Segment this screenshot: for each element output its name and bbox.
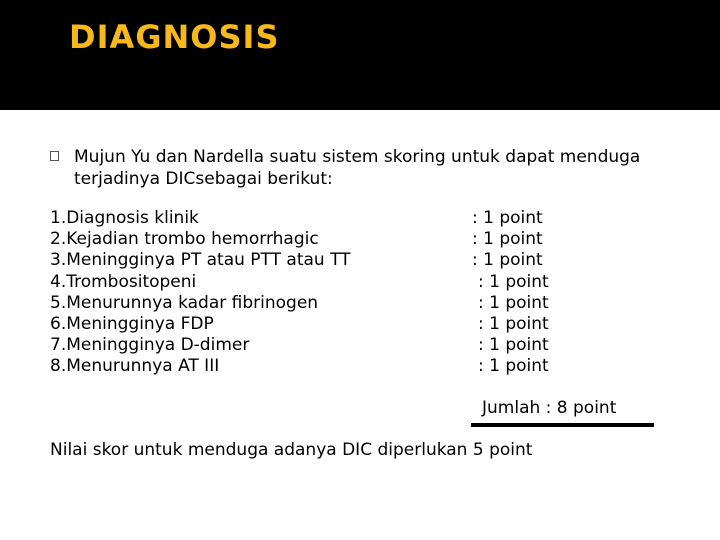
bullet-text: Mujun Yu dan Nardella suatu sistem skoring untuk dapat menduga terjadinya DICsebagai berikut:: [74, 147, 641, 189]
criteria-label: 7.Meningginya D-dimer: [50, 335, 250, 356]
criteria-label: 1.Diagnosis klinik: [50, 208, 199, 228]
criteria-row: [50, 356, 650, 377]
criteria-point: : 1 point: [472, 208, 543, 228]
criteria-point: : 1 point: [478, 292, 549, 313]
criteria-point: : 1 point: [478, 271, 549, 292]
conclusion-text: Nilai skor untuk menduga adanya DIC diperlukan 5 point: [50, 440, 533, 460]
title-band: [0, 0, 720, 110]
criteria-label: 4.Trombositopeni: [50, 271, 197, 292]
criteria-label: 5.Menurunnya kadar fibrinogen: [50, 292, 319, 313]
bullet-item: [50, 146, 700, 190]
slide-title: DIAGNOSIS: [69, 18, 280, 56]
total-score: Jumlah : 8 point: [482, 398, 617, 418]
criteria-row: [50, 208, 650, 229]
criteria-label: 6.Meningginya FDP: [50, 313, 214, 334]
criteria-row: [50, 250, 650, 271]
criteria-point: : 1 point: [472, 229, 543, 250]
criteria-label: 2.Kejadian trombo hemorrhagic: [50, 229, 319, 250]
criteria-row: [50, 272, 650, 293]
criteria-label: 8.Menurunnya AT III: [50, 356, 220, 377]
criteria-label: 3.Meningginya PT atau PTT atau TT: [50, 250, 351, 271]
criteria-row: [50, 229, 650, 250]
criteria-point: : 1 point: [478, 335, 549, 356]
criteria-row: [50, 314, 650, 335]
bullet-icon: [50, 151, 59, 161]
criteria-point: : 1 point: [478, 313, 549, 334]
slide-body: [0, 110, 720, 540]
criteria-point: : 1 point: [472, 250, 543, 271]
criteria-point: : 1 point: [478, 356, 549, 377]
criteria-list: [50, 208, 650, 378]
criteria-row: [50, 293, 650, 314]
criteria-row: [50, 335, 650, 356]
total-underline: [471, 423, 654, 427]
